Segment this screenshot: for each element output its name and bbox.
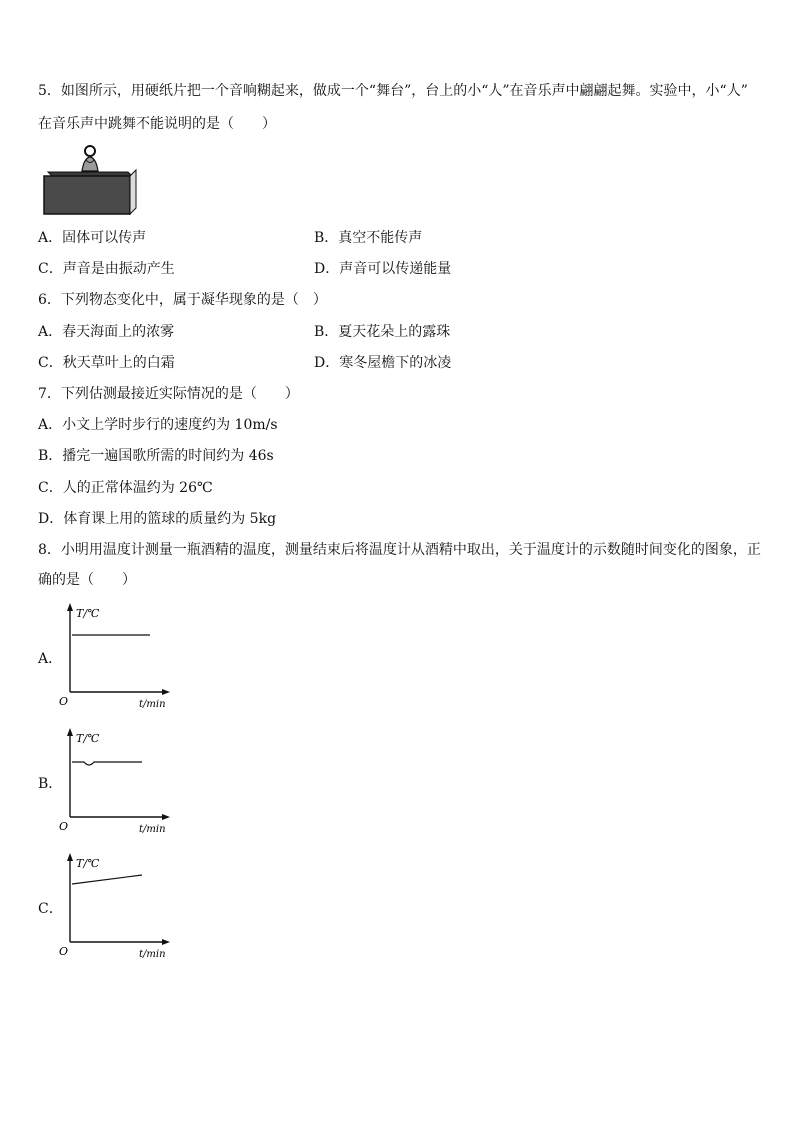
q8-option-a-label[interactable]: A． xyxy=(38,651,63,667)
x-axis-arrow xyxy=(162,689,170,695)
q8-graph-c[interactable] xyxy=(58,852,178,962)
q7-option-b[interactable]: B．播完一遍国歌所需的时间约为 46s xyxy=(38,448,274,464)
q8-option-c-label[interactable]: C． xyxy=(38,901,63,917)
x-axis-label: t/min xyxy=(139,949,166,960)
q8-stem-line2: 确的是（ ） xyxy=(38,572,136,588)
x-axis-arrow xyxy=(162,939,170,945)
x-axis-arrow xyxy=(162,814,170,820)
q7-option-a[interactable]: A．小文上学时步行的速度约为 10m/s xyxy=(38,417,278,433)
q5-option-d[interactable]: D．声音可以传递能量 xyxy=(314,261,452,277)
q5-option-c[interactable]: C．声音是由振动产生 xyxy=(38,261,175,277)
q5-option-b[interactable]: B．真空不能传声 xyxy=(314,230,423,246)
origin-label: O xyxy=(59,945,69,958)
q5-stem-line1: 5．如图所示，用硬纸片把一个音响糊起来，做成一个“舞台”，台上的小“人”在音乐声中翩翩起舞。实验中，小“人” xyxy=(38,83,748,99)
q5-option-a[interactable]: A．固体可以传声 xyxy=(38,230,147,246)
q7-option-c[interactable]: C．人的正常体温约为 26℃ xyxy=(38,480,213,496)
q6-option-c[interactable]: C．秋天草叶上的白霜 xyxy=(38,355,175,371)
y-axis-arrow xyxy=(67,853,73,861)
q6-option-a[interactable]: A．春天海面上的浓雾 xyxy=(38,324,175,340)
stage-speaker-illustration xyxy=(42,140,138,218)
q8-stem-line1: 8．小明用温度计测量一瓶酒精的温度，测量结束后将温度计从酒精中取出，关于温度计的示数随时间变化的图象，正 xyxy=(38,542,761,558)
q6-option-d[interactable]: D．寒冬屋檐下的冰凌 xyxy=(314,355,452,371)
temperature-curve xyxy=(72,762,142,765)
x-axis-label: t/min xyxy=(139,824,166,835)
q5-stem-line2: 在音乐声中跳舞不能说明的是（ ） xyxy=(38,116,276,132)
y-axis-label: T/℃ xyxy=(76,857,100,870)
q8-option-b-label[interactable]: B． xyxy=(38,776,63,792)
q8-graph-a[interactable] xyxy=(58,602,178,712)
origin-label: O xyxy=(59,695,69,708)
origin-label: O xyxy=(59,820,69,833)
x-axis-label: t/min xyxy=(139,699,166,710)
q7-option-d[interactable]: D．体育课上用的篮球的质量约为 5kg xyxy=(38,511,277,527)
q6-option-b[interactable]: B．夏天花朵上的露珠 xyxy=(314,324,451,340)
q8-graph-b[interactable] xyxy=(58,727,178,837)
q6-stem: 6．下列物态变化中，属于凝华现象的是（ ） xyxy=(38,292,327,308)
y-axis-arrow xyxy=(67,728,73,736)
y-axis-label: T/℃ xyxy=(76,607,100,620)
temperature-curve xyxy=(72,875,142,884)
y-axis-arrow xyxy=(67,603,73,611)
y-axis-label: T/℃ xyxy=(76,732,100,745)
q7-stem: 7．下列估测最接近实际情况的是（ ） xyxy=(38,386,299,402)
